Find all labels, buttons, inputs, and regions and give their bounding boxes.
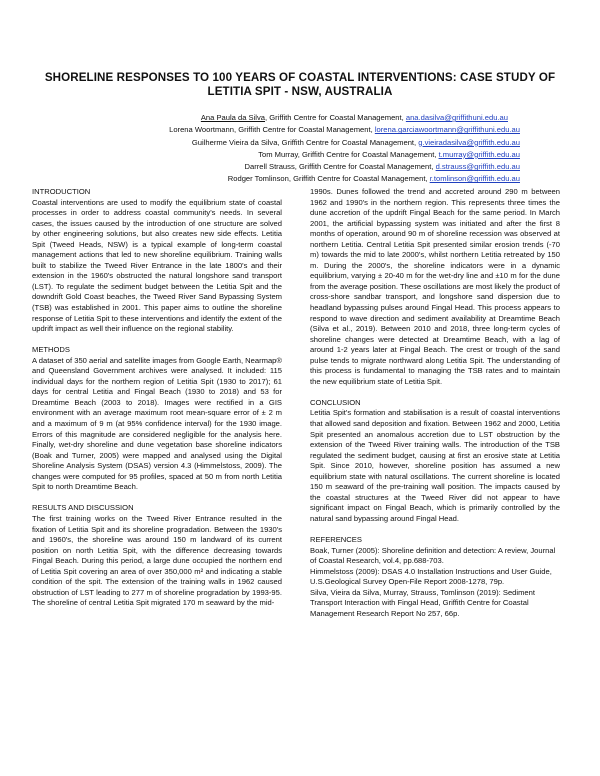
author-email-link[interactable]: r.tomlinson@griffith.edu.au xyxy=(429,174,520,184)
author-name: Darrell Strauss xyxy=(244,162,295,172)
author-line xyxy=(40,161,560,173)
author-affiliation: , Griffith Centre for Coastal Management, xyxy=(265,113,406,122)
introduction-heading: INTRODUCTION xyxy=(32,187,91,196)
author-affiliation: , Griffith Centre for Coastal Management, xyxy=(288,174,430,184)
paper-title: SHORELINE RESPONSES TO 100 YEARS OF COASTAL INTERVENTIONS: CASE STUDY OF LETITIA SPIT - NSW, AUSTRALIA xyxy=(44,71,556,98)
results-body-part2: 1990s. Dunes followed the trend and accreted around 290 m between 1962 and 1990's in the northern region. This represents three times the dune accretion of the updrift Fingal Beach for the same period. In March 2001, the artificial bypassing system was initiated and after the first 8 months of operation, around 90 m of shoreline recession was observed at northern Letitia. Central Letitia Spit presented similar erosion trends (-70 m) towards the mid to late 2000's, whilst northern Letitia retreated by 150 m. During the 2000's, the shoreline indicators were in a dynamic equilibrium, varying ± 20-40 m for the wet-dry line and ±10 m for the dune from the average position. These oscillations are most likely the product of cross-shore sandbar transport, and longshore sand dispersion due to headland bypassing pulses around Fingal Head. This process appears to respond to wave direction and sediment availability at Dreamtime Beach (Silva et al., 2019). Between 2010 and 2018, three long-term cycles of shoreline changes were detected at Dreamtime Beach, with a lag of around 1-2 years later at Fingal Beach. The crest or trough of the sand pulse tends to migrate northward along Letitia Spit. The understanding of this process is fundamental to managing the TSB rates and to maintain the new equilibrium state of Letitia Spit. xyxy=(310,187,560,386)
references-heading: REFERENCES xyxy=(310,535,362,545)
author-name: Tom Murray xyxy=(258,149,298,159)
reference-item: Boak, Turner (2005): Shoreline definition and detection: A review, Journal of Coastal Research, vol.4, pp.688-703. xyxy=(310,545,556,566)
results-body-part1: The first training works on the Tweed River Entrance resulted in the fixation of Letitia Spit and its shoreline progradation. Between the 1930's and 1960's, the shoreline was around 150 m landward of its current position on north Letitia Spit, with the difference decreasing towards Fingal Beach. During this period, a large dune occupied the northern end of Letitia Spit covering an area of over 350,000 m² and indicating a stable condition of the spit. The extension of the training walls in 1962 caused obstruction of LST leading to 277 m of shoreline progradation by 1993-95. The shoreline of central Letitia Spit migrated 170 m seaward by the mid- xyxy=(32,513,282,608)
author-email-link[interactable]: lorena.garciawoortmann@griffithuni.edu.au xyxy=(374,125,520,135)
author-email-link[interactable]: d.strauss@griffith.edu.au xyxy=(435,162,520,172)
author-name: Rodger Tomlinson xyxy=(227,174,289,184)
left-column xyxy=(32,187,282,609)
author-line xyxy=(40,149,560,161)
author-line xyxy=(40,112,560,124)
right-column xyxy=(310,187,560,619)
author-affiliation: , Griffith Centre for Coastal Management, xyxy=(233,125,375,135)
author-affiliation: , Griffith Centre for Coastal Management, xyxy=(294,162,436,172)
author-affiliation: , Griffith Centre for Coastal Management, xyxy=(277,137,419,147)
introduction-body: Coastal interventions are used to modify the equilibrium state of coastal processes in order to address coastal community's needs. In several cases, the issues caused by the introduction of one structure are solved by other engineering solutions, but also creates new side effects. Letitia Spit (Tweed Heads, NSW) is a typical example of long-term coastal management actions that led to new shoreline equilibrium. Training walls built to stabilize the Tweed River Entrance in the late 1800's and their extension in the 1960's obstructed the natural longshore sand transport (LST). To regulate the sediment budget between the Letitia Spit and the downdrift Gold Coast beaches, the Tweed River Sand Bypassing System (TSB) was established in 2001. This paper aims to outline the shoreline response of Letitia Spit to these interventions and identify the extent of the updrift impact as well their influence on the regional stability. xyxy=(32,197,282,334)
conclusion-body: Letitia Spit's formation and stabilisation is a result of coastal interventions that allowed sand deposition and fixation. Between 1962 and 2000, Letitia Spit presented an anomalous accretion due to LST obstruction by the extension of the Tweed River training walls. The introduction of the TSB regulated the sediment budget, causing at first an erosive state at Letitia Spit. Since 2010, however, shoreline position has assumed a new equilibrium state with natural oscillations. The current shoreline is located 150 m seaward of the pre-training wall position. The impacts caused by the coastal structures at the Tweed River did not appear to have significant impact on Fingal Beach, which is primarily controlled by the natural sand bypassing around Fingal Head. xyxy=(310,408,560,523)
conclusion-heading: CONCLUSION xyxy=(310,397,361,407)
author-name: Lorena Woortmann xyxy=(169,125,234,135)
author-name: Guilherme Vieira da Silva xyxy=(191,137,278,147)
author-line xyxy=(40,173,560,185)
author-affiliation: , Griffith Centre for Coastal Management, xyxy=(297,149,439,159)
author-line xyxy=(40,137,560,149)
author-email-link[interactable]: t.murray@griffith.edu.au xyxy=(438,149,520,159)
author-name: Ana Paula da Silva xyxy=(200,113,266,122)
reference-item: Himmelstoss (2009): DSAS 4.0 Installation Instructions and User Guide, U.S.Geological Survey Open-File Report 2008-1278, 79p. xyxy=(310,566,552,587)
author-line xyxy=(40,124,560,136)
methods-heading: METHODS xyxy=(32,345,70,355)
results-heading: RESULTS AND DISCUSSION xyxy=(32,503,134,513)
author-list xyxy=(40,112,560,186)
author-email-link[interactable]: g.vieiradasilva@griffith.edu.au xyxy=(418,137,520,147)
methods-body: A dataset of 350 aerial and satellite images from Google Earth, Nearmap® and Queensland Government archives were analysed. It included: 115 individual days for the northern region of Letitia Spit (1930 to 2017); 61 days for central Letitia and Fingal Beach (1930 to 2018) and 53 for Dreamtime Beach (2003 to 2018). Images were rectified in a GIS environment with an average maximum root mean-square error of ± 2 m and a maximum of 9 m (at 95% confidence interval) for the 1930 image. Errors of this magnitude are considered negligible for the analysis here. Finally, wet-dry shoreline and dune vegetation base shoreline indicators (Boak and Turner, 2005) were mapped and analysed using the Digital Shoreline Analysis System (DSAS) version 4.3 (Himmelstoss, 2009). The changes were computed for 95 profiles, spaced at 50 m from north Letitia Spit to north Dreamtime Beach. xyxy=(32,355,282,492)
reference-item: Silva, Vieira da Silva, Murray, Strauss, Tomlinson (2019): Sediment Transport Interaction with Fingal Head, Griffith Centre for Coastal Management Research Report No 257, 66p. xyxy=(310,587,535,618)
author-email-link[interactable]: ana.dasilva@griffithuni.edu.au xyxy=(405,113,508,122)
